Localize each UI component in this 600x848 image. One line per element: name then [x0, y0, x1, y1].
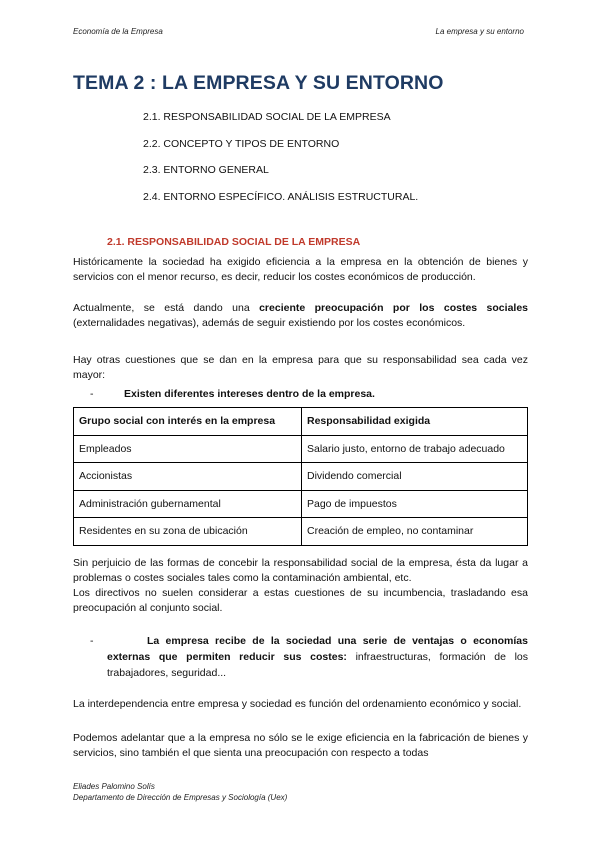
section-heading: 2.1. RESPONSABILIDAD SOCIAL DE LA EMPRESA [107, 236, 361, 248]
paragraph-responsibility: Hay otras cuestiones que se dan en la empresa para que su responsabilidad sea cada vez mayor: [73, 354, 528, 381]
table-cell: Empleados [74, 435, 302, 463]
paragraph-interdependence: La interdependencia entre empresa y sociedad es función del ordenamiento económico y social. [73, 698, 522, 710]
toc-item: 2.1. RESPONSABILIDAD SOCIAL DE LA EMPRESA [143, 111, 391, 123]
paragraph-text: Actualmente, se está dando una [73, 302, 260, 314]
toc-item: 2.2. CONCEPTO Y TIPOS DE ENTORNO [143, 137, 340, 150]
header-topic: La empresa y su entorno [435, 27, 524, 36]
table-cell: Pago de impuestos [302, 490, 528, 518]
table-cell: Dividendo comercial [302, 463, 528, 491]
table-row [74, 435, 528, 463]
footer-author: Eliades Palomino Solís [73, 782, 155, 791]
bullet-dash: - [90, 388, 94, 400]
table-cell: Creación de empleo, no contaminar [302, 518, 528, 546]
paragraph-managers: Los directivos no suelen considerar a estas cuestiones de su incumbencia, trasladando esa preocupación al conjunto social. [73, 587, 528, 614]
table-row [74, 463, 528, 491]
toc-item: 2.4. ENTORNO ESPECÍFICO. ANÁLISIS ESTRUCTURAL. [143, 190, 419, 203]
header-subject: Economía de la Empresa [73, 27, 163, 36]
interest-table [73, 407, 528, 546]
table-cell: Administración gubernamental [74, 490, 302, 518]
paragraph-efficiency: Podemos adelantar que a la empresa no sólo se le exige eficiencia en la fabricación de bienes y servicios, sino también el que sienta una preocupación con respecto a todas [73, 732, 528, 759]
bullet-external-economies [90, 633, 528, 681]
bullet-text: infraestructuras, formación de los trabajadores, seguridad... [107, 651, 529, 679]
table-cell: Salario justo, entorno de trabajo adecuado [302, 435, 528, 463]
bullet-bold-text: La empresa recibe de la sociedad una serie de ventajas o economías externas que permiten reducir sus costes: [107, 635, 528, 663]
paragraph-social-costs [73, 301, 528, 331]
table-of-contents [143, 111, 418, 217]
paragraph-social-problems: Sin perjuicio de las formas de concebir la responsabilidad social de la empresa, ésta da lugar a problemas o costes sociales tales como la contaminación ambiental, etc. [73, 557, 528, 584]
table-row [74, 518, 528, 546]
paragraph-history: Históricamente la sociedad ha exigido eficiencia a la empresa en la obtención de bienes y servicios con el menor recurso, es decir, reducir los costes económicos de producción. [73, 256, 528, 283]
table-header-row [74, 408, 528, 436]
bullet-interests [90, 388, 375, 400]
column-header: Responsabilidad exigida [302, 408, 528, 436]
table-cell: Residentes en su zona de ubicación [74, 518, 302, 546]
footer-department: Departamento de Dirección de Empresas y Sociología (Uex) [73, 793, 288, 802]
column-header: Grupo social con interés en la empresa [74, 408, 302, 436]
bullet-text: Existen diferentes intereses dentro de la empresa. [124, 388, 375, 400]
table-row [74, 490, 528, 518]
page-title: TEMA 2 : LA EMPRESA Y SU ENTORNO [73, 72, 444, 94]
paragraph-text: (externalidades negativas), además de seguir existiendo por los costes económicos. [73, 317, 466, 329]
bullet-dash: - [90, 635, 94, 647]
toc-item: 2.3. ENTORNO GENERAL [143, 164, 269, 176]
table-cell: Accionistas [74, 463, 302, 491]
emphasis-text: creciente preocupación por los costes sociales [259, 302, 528, 314]
